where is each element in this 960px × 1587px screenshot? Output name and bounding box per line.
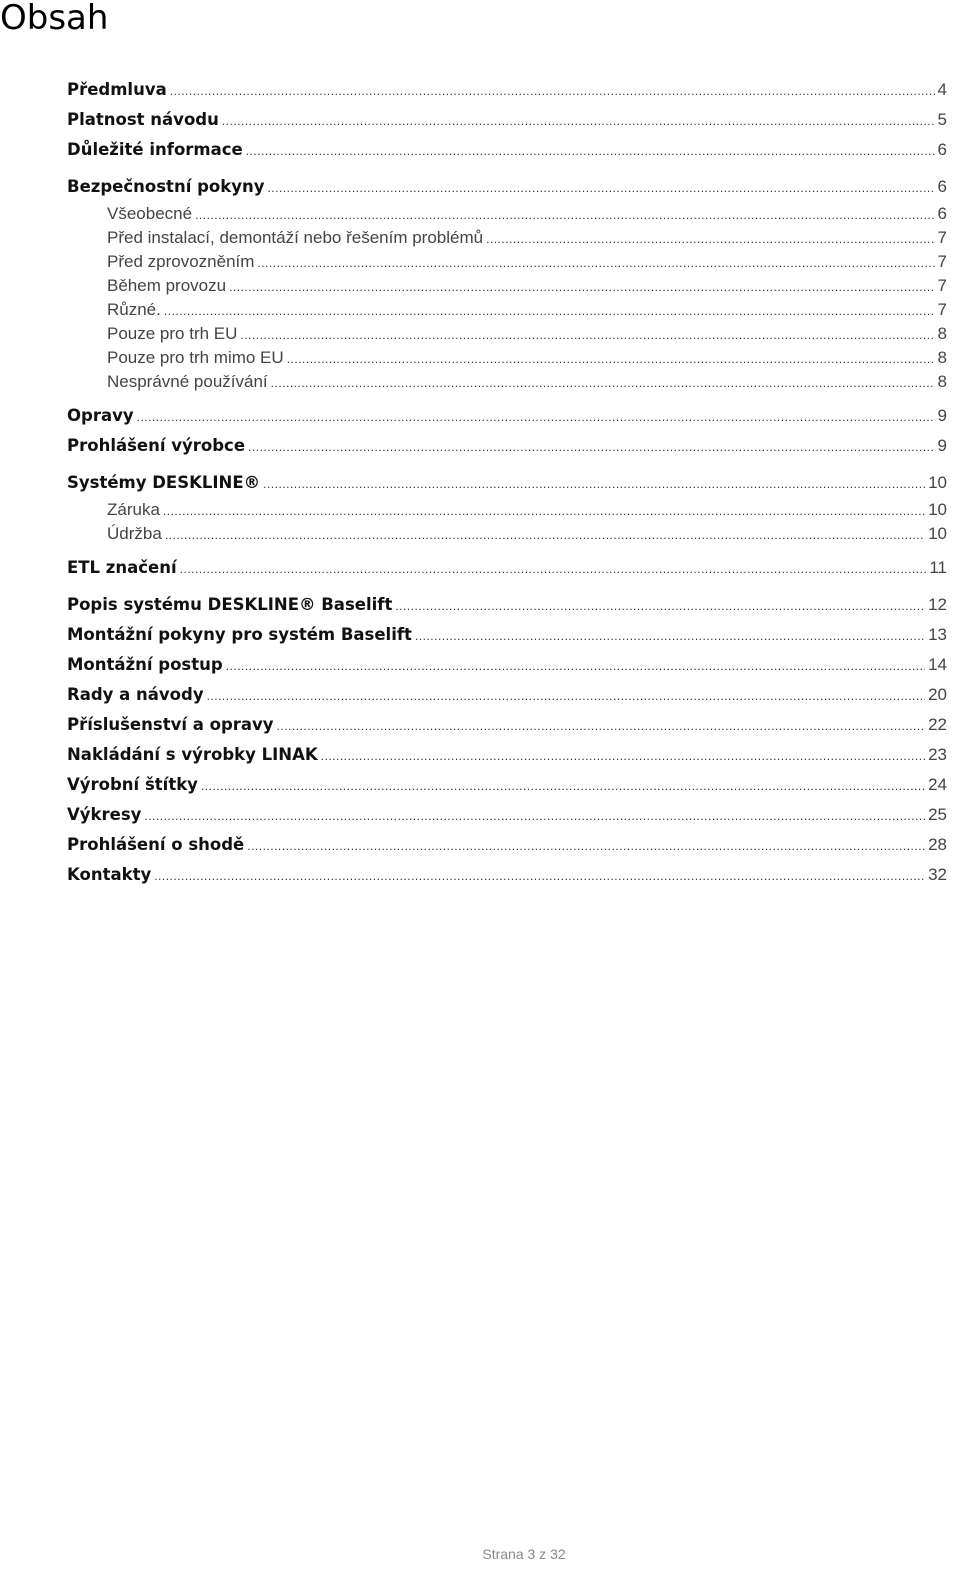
toc-entry[interactable] — [67, 710, 947, 740]
toc-entry-page: 24 — [928, 775, 947, 794]
toc-entry-label: Pouze pro trh EU — [107, 324, 238, 343]
dot-leader — [486, 227, 934, 251]
toc-entry-label: Pouze pro trh mimo EU — [107, 348, 284, 367]
toc-entry-page: 6 — [937, 177, 947, 196]
dot-leader — [201, 771, 925, 801]
dot-leader — [257, 251, 934, 275]
dot-leader — [395, 591, 925, 621]
toc-subentry[interactable] — [67, 226, 947, 250]
toc-entry-page: 32 — [928, 865, 947, 884]
toc-entry[interactable] — [67, 590, 947, 620]
dot-leader — [277, 711, 926, 741]
toc-entry-label: Popis systému DESKLINE® Baselift — [67, 595, 393, 614]
dot-leader — [248, 432, 935, 462]
dot-leader — [246, 136, 935, 166]
dot-leader — [144, 801, 925, 831]
toc-entry-page: 7 — [937, 228, 947, 247]
dot-leader — [180, 554, 927, 584]
toc-entry[interactable] — [67, 770, 947, 800]
toc-entry[interactable] — [67, 468, 947, 498]
dot-leader — [267, 173, 934, 203]
toc-subentry[interactable] — [67, 250, 947, 274]
toc-entry-page: 12 — [928, 595, 947, 614]
toc-entry-page: 9 — [937, 436, 947, 455]
toc-entry[interactable] — [67, 75, 947, 105]
dot-leader — [137, 402, 935, 432]
toc-entry-page: 5 — [937, 110, 947, 129]
dot-leader — [229, 275, 934, 299]
toc-entry[interactable] — [67, 172, 947, 202]
dot-leader — [263, 469, 925, 499]
toc-entry-label: Prohlášení výrobce — [67, 436, 246, 455]
toc-entry-page: 6 — [937, 204, 947, 223]
dot-leader — [271, 371, 935, 395]
dot-leader — [222, 106, 935, 136]
toc-entry-page: 8 — [937, 348, 947, 367]
toc-entry[interactable] — [67, 650, 947, 680]
toc-entry[interactable] — [67, 401, 947, 431]
toc-entry-label: Prohlášení o shodě — [67, 835, 245, 854]
dot-leader — [415, 621, 925, 651]
toc-entry[interactable] — [67, 620, 947, 650]
toc-entry-label: Záruka — [107, 500, 160, 519]
dot-leader — [287, 347, 935, 371]
dot-leader — [154, 861, 925, 891]
toc-entry-label: Různé. — [107, 300, 161, 319]
toc-subentry[interactable] — [67, 274, 947, 298]
dot-leader — [195, 203, 934, 227]
dot-leader — [165, 523, 925, 547]
toc-entry-label: Nakládání s výrobky LINAK — [67, 745, 318, 764]
toc-entry-page: 23 — [928, 745, 947, 764]
dot-leader — [226, 651, 925, 681]
toc-entry-label: Systémy DESKLINE® — [67, 473, 261, 492]
toc-entry-page: 4 — [937, 80, 947, 99]
toc-subentry[interactable] — [67, 498, 947, 522]
toc-entry-page: 7 — [937, 300, 947, 319]
toc-entry-label: Výrobní štítky — [67, 775, 198, 794]
toc-entry[interactable] — [67, 553, 947, 583]
toc-entry-page: 10 — [928, 524, 947, 543]
toc-entry[interactable] — [67, 830, 947, 860]
toc-subentry[interactable] — [67, 322, 947, 346]
toc-subentry[interactable] — [67, 346, 947, 370]
toc-entry-label: ETL značení — [67, 558, 177, 577]
toc-entry-label: Bezpečnostní pokyny — [67, 177, 265, 196]
toc-entry-label: Kontakty — [67, 865, 152, 884]
toc-entry-page: 28 — [928, 835, 947, 854]
toc-entry-page: 9 — [937, 406, 947, 425]
table-of-contents — [67, 75, 947, 890]
toc-entry[interactable] — [67, 680, 947, 710]
toc-entry-page: 25 — [928, 805, 947, 824]
toc-entry-page: 7 — [937, 276, 947, 295]
toc-entry-label: Opravy — [67, 406, 134, 425]
toc-subentry[interactable] — [67, 522, 947, 546]
toc-entry-page: 13 — [928, 625, 947, 644]
toc-entry-page: 20 — [928, 685, 947, 704]
toc-entry-label: Výkresy — [67, 805, 142, 824]
toc-subentry[interactable] — [67, 202, 947, 226]
toc-entry-label: Platnost návodu — [67, 110, 219, 129]
dot-leader — [164, 299, 935, 323]
toc-entry-label: Před instalací, demontáží nebo řešením problémů — [107, 228, 484, 247]
dot-leader — [207, 681, 926, 711]
dot-leader — [321, 741, 925, 771]
toc-entry-label: Před zprovozněním — [107, 252, 255, 271]
dot-leader — [163, 499, 925, 523]
toc-entry-page: 22 — [928, 715, 947, 734]
toc-entry-page: 6 — [937, 140, 947, 159]
toc-entry-page: 14 — [928, 655, 947, 674]
toc-entry[interactable] — [67, 135, 947, 165]
toc-entry-page: 10 — [928, 473, 947, 492]
toc-entry[interactable] — [67, 740, 947, 770]
toc-entry-label: Příslušenství a opravy — [67, 715, 274, 734]
toc-subentry[interactable] — [67, 298, 947, 322]
toc-entry-page: 10 — [928, 500, 947, 519]
toc-entry-label: Montážní pokyny pro systém Baselift — [67, 625, 412, 644]
toc-entry-label: Údržba — [107, 524, 162, 543]
toc-entry-label: Důležité informace — [67, 140, 243, 159]
dot-leader — [170, 76, 935, 106]
toc-entry[interactable] — [67, 431, 947, 461]
toc-entry-page: 7 — [937, 252, 947, 271]
toc-entry-label: Rady a návody — [67, 685, 204, 704]
page-title: Obsah — [0, 0, 109, 38]
toc-entry-page: 8 — [937, 372, 947, 391]
toc-entry[interactable] — [67, 105, 947, 135]
toc-entry-label: Nesprávné používání — [107, 372, 268, 391]
toc-entry-label: Předmluva — [67, 80, 167, 99]
toc-entry-page: 11 — [929, 558, 947, 577]
toc-entry[interactable] — [67, 800, 947, 830]
dot-leader — [240, 323, 934, 347]
toc-entry-page: 8 — [937, 324, 947, 343]
toc-subentry[interactable] — [67, 370, 947, 394]
toc-entry-label: Během provozu — [107, 276, 227, 295]
toc-entry[interactable] — [67, 860, 947, 890]
toc-entry-label: Všeobecné — [107, 204, 193, 223]
page-number-footer: Strana 3 z 32 — [482, 1546, 566, 1562]
toc-entry-label: Montážní postup — [67, 655, 223, 674]
dot-leader — [247, 831, 925, 861]
